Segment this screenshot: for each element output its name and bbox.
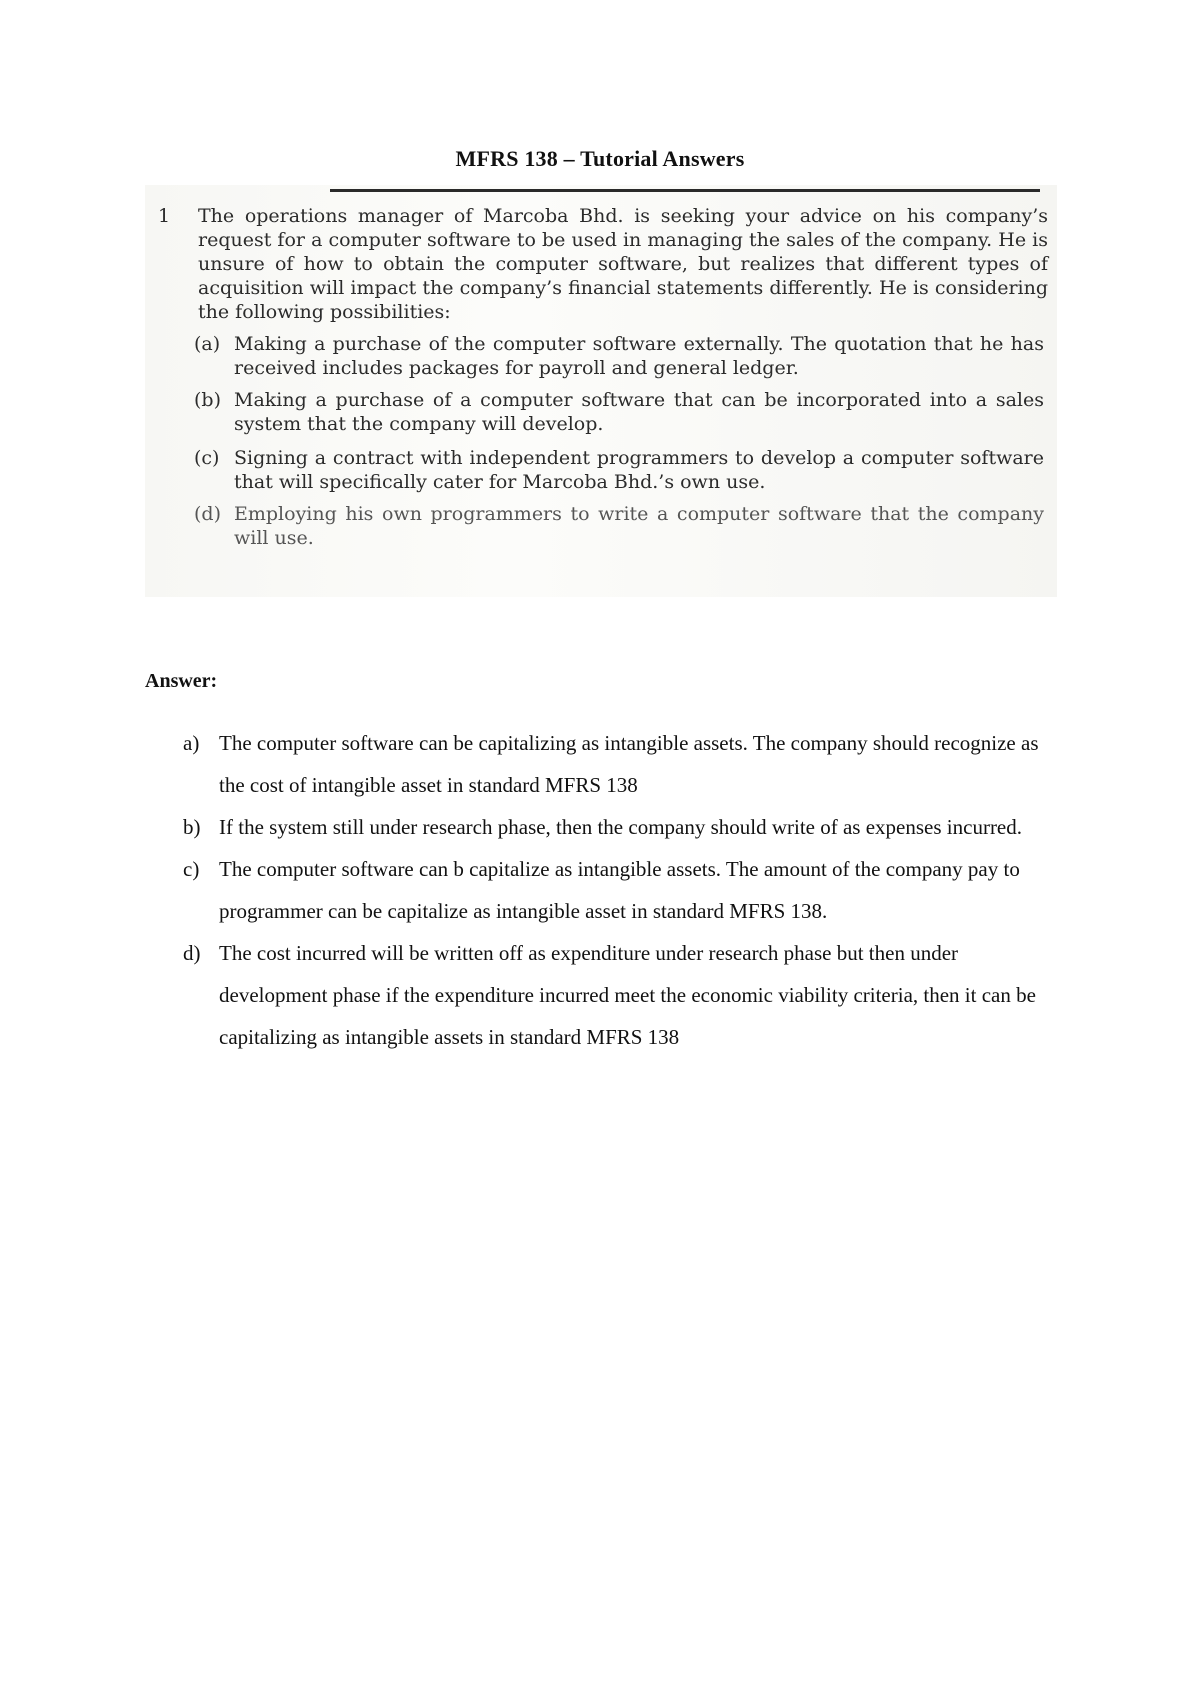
option-text: Signing a contract with independent programmers to develop a computer software that will specifically cater for Marcoba Bhd.’s own use. — [234, 447, 1044, 493]
option-text: Making a purchase of a computer software that can be incorporated into a sales system that the company will develop. — [234, 389, 1044, 435]
answer-text: The computer software can be capitalizing as intangible assets. The company should recognize as the cost of intangible asset in standard MFRS 138 — [219, 731, 1039, 797]
option-text: Employing his own programmers to write a computer software that the company will use. — [234, 503, 1044, 549]
answer-label: d) — [183, 941, 201, 965]
answer-heading: Answer: — [145, 670, 218, 692]
page-title: MFRS 138 – Tutorial Answers — [455, 146, 745, 171]
answer-label: c) — [183, 857, 200, 881]
option-label: (d) — [194, 503, 221, 525]
answer-item-c — [175, 848, 1055, 932]
option-text: Making a purchase of the computer software externally. The quotation that he has received includes packages for payroll and general ledger. — [234, 333, 1044, 379]
answer-text: The cost incurred will be written off as expenditure under research phase but then under development phase if the expenditure incurred meet the economic viability criteria, then it can be capitalizing as intangible assets in standard MFRS 138 — [219, 941, 1036, 1049]
answer-label: a) — [183, 731, 200, 755]
question-stem: The operations manager of Marcoba Bhd. is seeking your advice on his company’s request for a computer software to be used in managing the sales of the company. He is unsure of how to obtain the computer software, but realizes that different types of acquisition will impact the company’s financial statements differently. He is considering the following possibilities: — [198, 205, 1048, 323]
answer-list — [175, 722, 1055, 1058]
answer-text: The computer software can b capitalize as intangible assets. The amount of the company pay to programmer can be capitalize as intangible asset in standard MFRS 138. — [219, 857, 1020, 923]
question-number: 1 — [158, 205, 171, 227]
answer-text: If the system still under research phase, then the company should write of as expenses incurred. — [219, 815, 1023, 839]
answer-label: b) — [183, 815, 201, 839]
answer-item-a — [175, 722, 1055, 806]
scan-header-rule — [330, 189, 1040, 192]
answer-item-d — [175, 932, 1055, 1058]
option-label: (a) — [194, 333, 221, 355]
option-label: (c) — [194, 447, 220, 469]
answer-item-b — [175, 806, 1055, 848]
option-label: (b) — [194, 389, 221, 411]
